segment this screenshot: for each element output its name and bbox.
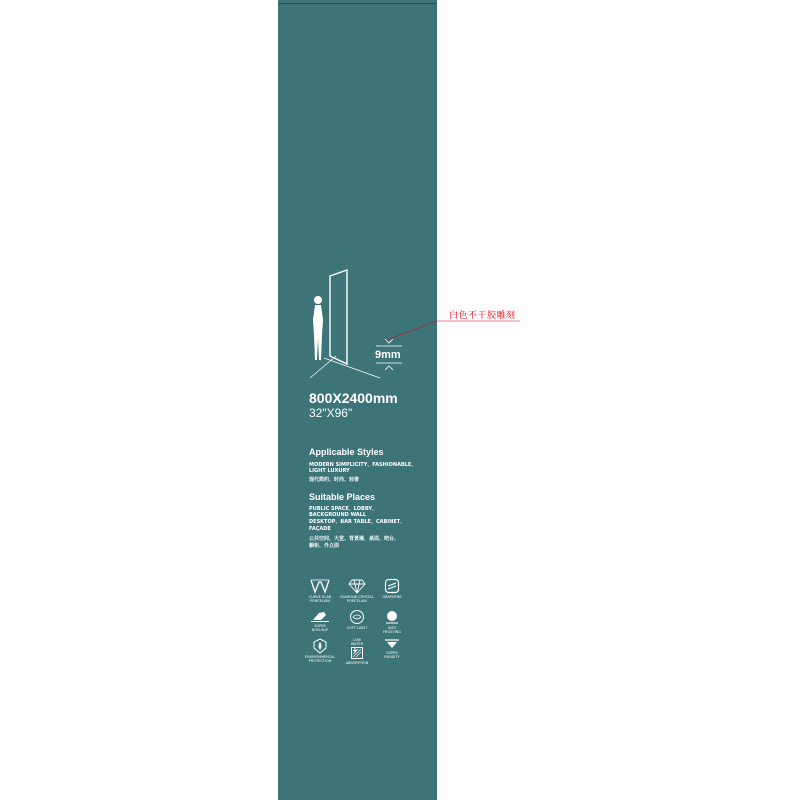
size-inch: 32"X96" xyxy=(309,406,353,420)
feature-rigidity: SUPER RIGIDITY xyxy=(370,638,414,659)
anti-slip-icon xyxy=(310,609,330,623)
suitable-places-line: PUBLIC SPACE、LOBBY、 xyxy=(309,506,377,512)
suitable-places-title: Suitable Places xyxy=(309,492,376,502)
feature-graphene: GRAPHENE xyxy=(370,578,414,599)
applicable-styles-line: LIGHT LUXURY xyxy=(309,468,350,474)
suitable-places-cn: 橱柜、外立面 xyxy=(309,543,340,549)
water-absorption-icon xyxy=(350,646,364,660)
suitable-places-line: FAÇADE xyxy=(309,526,331,532)
applicable-styles-cn: 现代简约、时尚、轻奢 xyxy=(309,477,360,483)
feature-non-slip: SUPER NON-SLIP xyxy=(298,609,342,632)
annotation-label: 白色不干胶雕刻 xyxy=(449,311,516,321)
suitable-places-line: BACKGROUND WALL xyxy=(309,512,367,518)
sun-icon xyxy=(384,609,400,625)
thickness-label: 9mm xyxy=(375,349,401,361)
feature-anti-frosting: ANTI FROSTING xyxy=(370,609,414,634)
applicable-styles-line: MODERN SIMPLICITY、FASHIONABLE、 xyxy=(309,462,417,468)
feature-diamond-crystal: DIAMOND CRYSTAL PORCELAIN xyxy=(335,578,379,603)
applicable-styles-title: Applicable Styles xyxy=(309,447,384,457)
suitable-places-line: DESKTOP、BAR TABLE、CABINET、 xyxy=(309,519,406,525)
leaf-icon xyxy=(312,638,328,654)
soft-light-icon xyxy=(349,609,365,625)
diamond-icon xyxy=(348,578,366,594)
feature-low-water-absorption: LOW WATER ABSORPTION xyxy=(345,638,369,665)
feature-soft-light: SOFT LIGHT xyxy=(335,609,379,630)
size-mm: 800X2400mm xyxy=(309,390,398,406)
person-silhouette-icon xyxy=(313,296,323,360)
curve-slab-icon xyxy=(309,578,331,594)
strength-icon xyxy=(383,638,401,650)
feature-curve-slab: CURVE SLAB PORCELAIN xyxy=(298,578,342,603)
suitable-places-cn: 公共空间、大堂、背景墙、桌面、吧台、 xyxy=(309,536,400,542)
feature-environmental: ENVIRONMENTAL PROTECTION xyxy=(298,638,342,663)
graphene-icon xyxy=(384,578,400,594)
